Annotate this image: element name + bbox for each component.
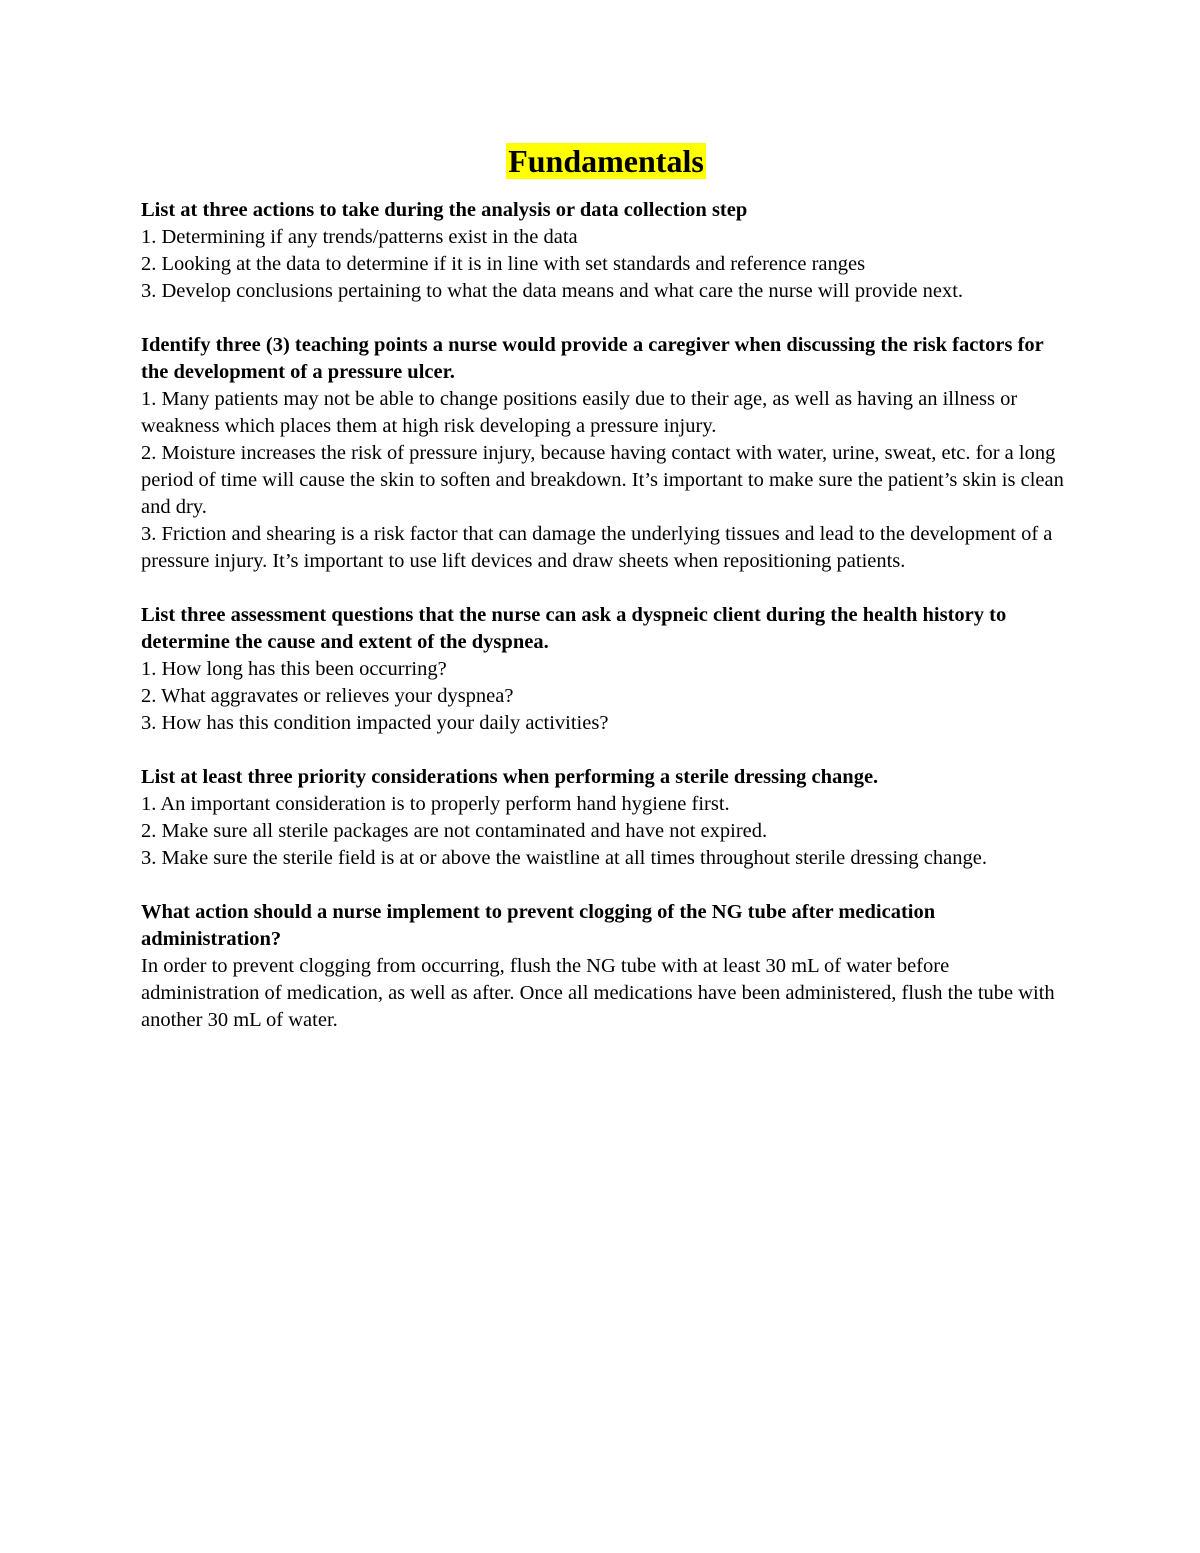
answer-item: In order to prevent clogging from occurring, flush the NG tube with at least 30 mL of water before administration of medication, as well as after. Once all medications have been administered, flush the tube with another 30 mL of water.	[141, 955, 1055, 1031]
answer-item: 2. Looking at the data to determine if it is in line with set standards and reference ranges	[141, 253, 866, 275]
answer-item: 1. How long has this been occurring?	[141, 658, 447, 680]
document-content	[141, 140, 1071, 1061]
answer-item: 3. Make sure the sterile field is at or above the waistline at all times throughout sterile dressing change.	[141, 847, 987, 869]
answer-item: 2. What aggravates or relieves your dyspnea?	[141, 685, 514, 707]
section-ng-tube	[141, 899, 1071, 1034]
document-title: Fundamentals	[508, 143, 704, 179]
answer-item: 1. Many patients may not be able to change positions easily due to their age, as well as having an illness or weakness which places them at high risk developing a pressure injury.	[141, 388, 1018, 437]
answer-item: 2. Make sure all sterile packages are not contaminated and have not expired.	[141, 820, 768, 842]
section-pressure-ulcer	[141, 332, 1071, 575]
question-heading: List at least three priority considerations when performing a sterile dressing change.	[141, 766, 879, 788]
answer-item: 3. Friction and shearing is a risk factor that can damage the underlying tissues and lead to the development of a pressure injury. It’s important to use lift devices and draw sheets when repositioning patients.	[141, 523, 1053, 572]
title-wrapper	[141, 140, 1071, 189]
answer-item: 1. Determining if any trends/patterns exist in the data	[141, 226, 578, 248]
section-data-collection	[141, 197, 1071, 305]
question-heading: What action should a nurse implement to prevent clogging of the NG tube after medication administration?	[141, 901, 936, 950]
section-dyspnea	[141, 602, 1071, 737]
answer-item: 3. Develop conclusions pertaining to what the data means and what care the nurse will provide next.	[141, 280, 964, 302]
answer-item: 1. An important consideration is to properly perform hand hygiene first.	[141, 793, 730, 815]
question-heading: List at three actions to take during the analysis or data collection step	[141, 199, 748, 221]
answer-item: 3. How has this condition impacted your daily activities?	[141, 712, 609, 734]
answer-item: 2. Moisture increases the risk of pressure injury, because having contact with water, urine, sweat, etc. for a long period of time will cause the skin to soften and breakdown. It’s important to make sure the patient’s skin is clean and dry.	[141, 442, 1064, 518]
question-heading: List three assessment questions that the nurse can ask a dyspneic client during the health history to determine the cause and extent of the dyspnea.	[141, 604, 1007, 653]
section-sterile-dressing	[141, 764, 1071, 872]
question-heading: Identify three (3) teaching points a nurse would provide a caregiver when discussing the risk factors for the development of a pressure ulcer.	[141, 334, 1044, 383]
